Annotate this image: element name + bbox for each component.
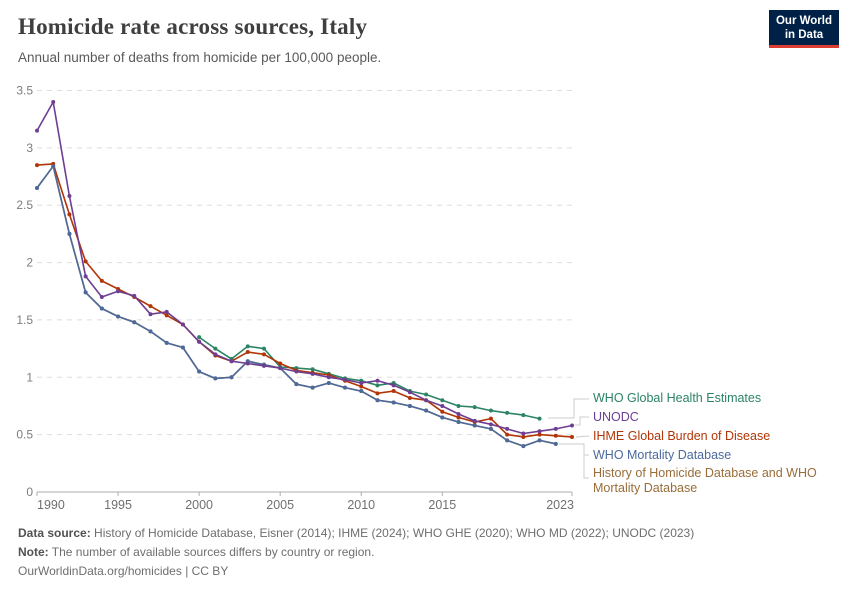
- data-point-dot: [35, 186, 39, 190]
- x-tick-label: 2015: [428, 498, 457, 512]
- data-source-label: Data source:: [18, 526, 91, 540]
- data-point-dot: [116, 289, 120, 293]
- data-point-dot: [440, 410, 444, 414]
- data-point-dot: [359, 384, 363, 388]
- data-point-dot: [100, 306, 104, 310]
- data-point-dot: [457, 412, 461, 416]
- data-point-dot: [311, 372, 315, 376]
- note-text: The number of available sources differs by country or region.: [51, 545, 375, 559]
- data-point-dot: [570, 435, 574, 439]
- citation-link[interactable]: OurWorldinData.org/homicides: [18, 564, 182, 578]
- data-point-dot: [84, 259, 88, 263]
- data-point-dot: [408, 404, 412, 408]
- y-tick-label: 0.5: [16, 427, 33, 442]
- data-point-dot: [424, 392, 428, 396]
- data-point-dot: [165, 310, 169, 314]
- data-point-dot: [392, 401, 396, 405]
- series-line-who-mortality-database[interactable]: [37, 166, 556, 446]
- data-point-dot: [375, 379, 379, 383]
- data-point-dot: [521, 431, 525, 435]
- series-line-who-global-health-estimates[interactable]: [199, 337, 539, 419]
- data-point-dot: [327, 381, 331, 385]
- data-point-dot: [440, 398, 444, 402]
- data-point-dot: [554, 442, 558, 446]
- data-point-dot: [213, 376, 217, 380]
- connector-unodc: [575, 417, 589, 425]
- data-point-dot: [505, 433, 509, 437]
- data-point-dot: [505, 427, 509, 431]
- data-point-dot: [375, 391, 379, 395]
- data-point-dot: [375, 383, 379, 387]
- data-point-dot: [230, 359, 234, 363]
- x-tick-label: 2000: [185, 498, 214, 512]
- chart-footer: [18, 526, 694, 583]
- data-point-dot: [311, 386, 315, 390]
- data-point-dot: [554, 427, 558, 431]
- data-point-dot: [424, 409, 428, 413]
- data-point-dot: [408, 390, 412, 394]
- data-point-dot: [132, 294, 136, 298]
- x-tick-label: 2005: [266, 498, 295, 512]
- data-point-dot: [375, 398, 379, 402]
- citation-line: [18, 564, 694, 578]
- data-point-dot: [538, 433, 542, 437]
- page-title: Homicide rate across sources, Italy: [18, 14, 368, 39]
- data-point-dot: [262, 347, 266, 351]
- data-point-dot: [67, 232, 71, 236]
- legend-item-who-global-health-estimates[interactable]: WHO Global Health Estimates: [593, 391, 762, 405]
- data-source-line: [18, 526, 694, 540]
- data-point-dot: [246, 362, 250, 366]
- data-point-dot: [230, 375, 234, 379]
- data-point-dot: [51, 164, 55, 168]
- data-point-dot: [538, 438, 542, 442]
- connector-history: [584, 455, 589, 478]
- series-line-unodc[interactable]: [37, 102, 572, 434]
- data-point-dot: [489, 417, 493, 421]
- data-point-dot: [359, 381, 363, 385]
- connector-who-md: [559, 444, 589, 455]
- data-point-dot: [473, 423, 477, 427]
- data-point-dot: [213, 347, 217, 351]
- data-point-dot: [148, 304, 152, 308]
- note-line: [18, 545, 694, 559]
- data-point-dot: [505, 411, 509, 415]
- data-point-dot: [408, 396, 412, 400]
- data-point-dot: [278, 366, 282, 370]
- data-point-dot: [246, 344, 250, 348]
- data-point-dot: [554, 434, 558, 438]
- data-point-dot: [84, 290, 88, 294]
- data-point-dot: [311, 367, 315, 371]
- data-point-dot: [35, 129, 39, 133]
- data-point-dot: [197, 335, 201, 339]
- data-point-dot: [343, 386, 347, 390]
- y-tick-label: 3.5: [16, 83, 33, 98]
- data-point-dot: [181, 345, 185, 349]
- data-point-dot: [262, 352, 266, 356]
- data-point-dot: [278, 362, 282, 366]
- data-point-dot: [67, 194, 71, 198]
- y-tick-label: 1.5: [16, 312, 33, 327]
- data-point-dot: [440, 404, 444, 408]
- x-tick-label: 1990: [37, 498, 65, 512]
- data-point-dot: [343, 378, 347, 382]
- data-point-dot: [473, 405, 477, 409]
- data-point-dot: [538, 429, 542, 433]
- data-point-dot: [165, 341, 169, 345]
- legend-item-history-of-homicide-database-and-who-mor[interactable]: History of Homicide Database and WHO Mortality Database: [593, 466, 817, 495]
- y-tick-label: 3: [26, 140, 33, 155]
- data-point-dot: [327, 375, 331, 379]
- note-label: Note:: [18, 545, 49, 559]
- data-point-dot: [570, 423, 574, 427]
- data-point-dot: [197, 340, 201, 344]
- data-point-dot: [35, 163, 39, 167]
- data-point-dot: [392, 389, 396, 393]
- x-tick-label: 2023: [546, 498, 574, 512]
- y-tick-label: 2.5: [16, 198, 33, 213]
- data-point-dot: [489, 427, 493, 431]
- data-point-dot: [294, 370, 298, 374]
- data-point-dot: [457, 404, 461, 408]
- data-point-dot: [489, 409, 493, 413]
- data-point-dot: [197, 370, 201, 374]
- data-point-dot: [505, 438, 509, 442]
- data-point-dot: [84, 274, 88, 278]
- data-point-dot: [538, 417, 542, 421]
- series-line-history-of-homicide-database-and-who-mor[interactable]: [37, 166, 556, 446]
- x-tick-label: 2010: [347, 498, 376, 512]
- data-point-dot: [521, 444, 525, 448]
- data-point-dot: [181, 323, 185, 327]
- legend-item-unodc[interactable]: UNODC: [593, 410, 639, 424]
- data-point-dot: [67, 212, 71, 216]
- data-point-dot: [116, 314, 120, 318]
- data-point-dot: [100, 295, 104, 299]
- data-point-dot: [457, 420, 461, 424]
- data-point-dot: [148, 312, 152, 316]
- data-point-dot: [424, 398, 428, 402]
- data-point-dot: [246, 350, 250, 354]
- legend-item-ihme-global-burden-of-disease[interactable]: IHME Global Burden of Disease: [593, 429, 771, 443]
- data-point-dot: [294, 382, 298, 386]
- citation-suffix: | CC BY: [181, 564, 229, 578]
- connector-who-ghe: [548, 399, 589, 418]
- data-point-dot: [359, 389, 363, 393]
- data-point-dot: [521, 413, 525, 417]
- y-tick-label: 0: [26, 485, 33, 499]
- data-point-dot: [100, 279, 104, 283]
- legend-item-who-mortality-database[interactable]: WHO Mortality Database: [593, 448, 732, 462]
- data-point-dot: [213, 352, 217, 356]
- owid-logo: [769, 10, 839, 48]
- data-point-dot: [473, 419, 477, 423]
- data-point-dot: [262, 364, 266, 368]
- data-point-dot: [148, 329, 152, 333]
- data-point-dot: [457, 415, 461, 419]
- x-tick-label: 1995: [104, 498, 132, 512]
- data-point-dot: [51, 100, 55, 104]
- data-point-dot: [521, 435, 525, 439]
- data-point-dot: [132, 320, 136, 324]
- data-point-dot: [489, 422, 493, 426]
- data-source-text: History of Homicide Database, Eisner (2014); IHME (2024); WHO GHE (2020); WHO MD (2022); UNODC (2023): [94, 526, 695, 540]
- data-point-dot: [440, 415, 444, 419]
- chart-subtitle: Annual number of deaths from homicide per 100,000 people.: [18, 50, 382, 65]
- connector-ihme: [576, 436, 589, 437]
- owid-logo-line1: Our World: [775, 15, 832, 27]
- y-tick-label: 1: [26, 370, 33, 385]
- data-point-dot: [392, 383, 396, 387]
- owid-logo-line2: in Data: [784, 29, 824, 41]
- y-tick-label: 2: [26, 255, 33, 270]
